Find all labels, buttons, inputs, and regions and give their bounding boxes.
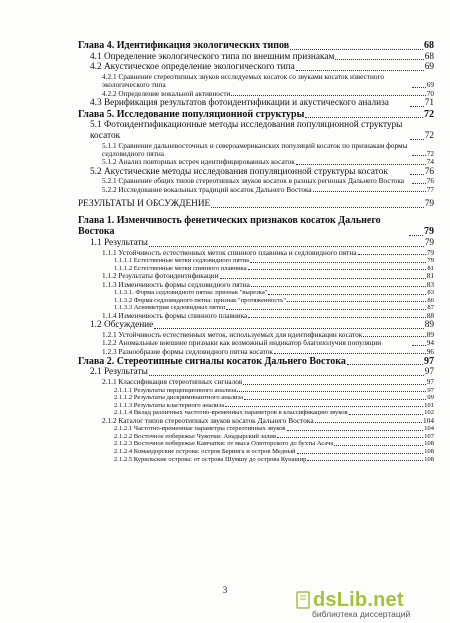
toc-entry-page: 72 — [424, 108, 434, 120]
toc-entry-page: 86 — [427, 296, 434, 304]
toc-entry[interactable] — [78, 257, 434, 265]
toc-entry-title: 1.1.3.2 Форма седловидного пятна: признак "протяженность" — [114, 296, 286, 304]
toc-entry-page: 76 — [424, 166, 434, 177]
toc-entry-title: 4.2 Акустическое определение экологического типа — [90, 62, 295, 73]
toc-dot-leader — [349, 413, 424, 415]
toc-dot-leader — [226, 308, 426, 310]
toc-dot-leader — [334, 444, 423, 446]
toc-entry[interactable] — [78, 304, 434, 312]
toc-entry[interactable] — [78, 348, 434, 356]
toc-entry-page: 108 — [424, 455, 434, 463]
toc-entry-title: Глава 5. Исследование популяционной структуры — [78, 108, 305, 120]
toc-entry-title: 2.1.2 Каталог типов стереотипных звуков косаток Дальнего Востока — [102, 416, 314, 425]
toc-entry[interactable] — [78, 433, 434, 441]
book-icon — [296, 591, 310, 609]
toc-dot-leader — [412, 154, 426, 156]
toc-entry[interactable] — [78, 199, 434, 210]
toc-dot-leader — [307, 459, 423, 461]
toc-dot-leader — [251, 285, 426, 287]
table-of-contents — [78, 40, 434, 463]
toc-entry-page: 68 — [424, 40, 434, 51]
toc-dot-leader — [296, 69, 424, 71]
toc-dot-leader — [220, 277, 426, 279]
toc-entry-title: 2.1.1.1 Результаты перцепционного анализа — [114, 386, 237, 394]
toc-entry-page: 108 — [424, 440, 434, 448]
toc-entry-title: 1.2.2 Аномальные внешние признаки как возможный индикатор благополучия популяции — [102, 339, 382, 348]
toc-entry-page: 79 — [426, 248, 434, 257]
toc-dot-leader — [297, 452, 424, 454]
toc-entry-page: 97 — [424, 355, 434, 367]
toc-entry-page: 89 — [424, 320, 434, 331]
toc-entry-page: 79 — [424, 237, 434, 248]
toc-entry-title: 5.1.2 Анализ повторных встреч идентифицированных косаток — [102, 158, 295, 167]
toc-entry[interactable] — [78, 378, 434, 386]
toc-entry[interactable] — [78, 272, 434, 280]
toc-entry[interactable] — [78, 167, 434, 178]
toc-entry[interactable] — [78, 265, 434, 273]
toc-entry-page: 102 — [424, 409, 434, 417]
toc-entry-page: 71 — [424, 98, 434, 109]
toc-dot-leader — [244, 398, 426, 400]
toc-entry-title: 1.2 Обсуждение — [90, 320, 154, 331]
toc-entry-page: 81 — [426, 272, 434, 281]
toc-entry-title: 2.1.2.5 Курильские острова: от острова Шумшу до острова Кунашир — [114, 455, 307, 463]
toc-dot-leader — [409, 234, 423, 236]
toc-dot-leader — [363, 335, 425, 337]
toc-entry-title: 4.3 Верификация результатов фотоидентификации и акустического анализа — [90, 98, 389, 109]
toc-entry-title: 2.1.2.2 Восточное побережье Чукотки: Анадырский залив — [114, 432, 277, 440]
toc-entry-title: 1.1.2 Результаты фотоидентификации — [102, 272, 219, 281]
toc-entry-page: 68 — [424, 51, 434, 62]
toc-dot-leader — [149, 374, 424, 376]
toc-entry-title: 2.1.1.3 Результаты кластерного анализа — [114, 401, 225, 409]
toc-entry-page: 69 — [426, 80, 434, 90]
toc-entry[interactable] — [78, 73, 434, 90]
toc-dot-leader — [248, 316, 425, 318]
toc-entry-title: 5.1.1 Сравнение дальневосточных и североамериканских популяций косаток по признакам формы седловидного пятна — [102, 141, 408, 158]
toc-dot-leader — [305, 116, 423, 118]
toc-dot-leader — [335, 58, 423, 60]
toc-entry-title: 1.1.3.3 Асимметрия седловидных пятен — [114, 304, 226, 312]
toc-entry-page: 104 — [424, 425, 434, 433]
toc-entry-page: 79 — [427, 257, 434, 265]
toc-entry-page: 88 — [426, 311, 434, 320]
toc-entry-title: 1.1 Результаты — [90, 237, 148, 248]
toc-entry-title: Глава 1. Изменчивость фенетических признаков косаток Дальнего Востока — [78, 214, 381, 238]
toc-dot-leader — [211, 206, 423, 208]
page-number: 3 — [222, 585, 228, 595]
toc-entry-page: 81 — [427, 264, 434, 272]
toc-entry[interactable] — [78, 215, 434, 238]
toc-entry-title: 1.1.3.1. Форма седловидного пятна: признак "вырезка" — [114, 288, 268, 296]
toc-entry[interactable] — [78, 142, 434, 159]
toc-entry[interactable] — [78, 394, 434, 402]
toc-entry[interactable] — [78, 297, 434, 305]
toc-dot-leader — [231, 94, 425, 96]
toc-dot-leader — [154, 327, 423, 329]
toc-entry-title: 2.1.1 Классификация стереотипных сигналов — [102, 378, 243, 387]
toc-entry-page: 72 — [426, 149, 434, 158]
toc-entry[interactable] — [78, 158, 434, 166]
toc-entry-page: 77 — [426, 185, 434, 194]
toc-dot-leader — [347, 363, 423, 365]
toc-entry-page: 83 — [426, 280, 434, 289]
toc-entry-title: 1.2.1 Устойчивость естественных меток, используемых для идентификации косаток — [102, 330, 363, 339]
toc-entry-page: 74 — [426, 158, 434, 167]
watermark-logo: dsLib.net — [313, 589, 404, 611]
toc-entry-page: 79 — [424, 199, 434, 210]
toc-entry-title: 2.1 Результаты — [90, 367, 148, 378]
toc-dot-leader — [412, 182, 426, 184]
toc-entry[interactable] — [78, 186, 434, 194]
toc-entry-title: 4.2.2 Определение вокальной активности — [102, 89, 231, 98]
toc-entry[interactable] — [78, 120, 434, 141]
toc-entry-page: 107 — [424, 432, 434, 440]
toc-entry[interactable] — [78, 98, 434, 109]
toc-entry-page: 79 — [424, 226, 434, 238]
toc-entry[interactable] — [78, 425, 434, 433]
toc-dot-leader — [287, 300, 427, 302]
toc-entry-page: 108 — [424, 447, 434, 455]
toc-entry-title: 5.1 Фотоидентификационные методы исследования популяционной структуры косаток — [90, 120, 403, 141]
toc-entry[interactable] — [78, 238, 434, 249]
toc-entry[interactable] — [78, 367, 434, 378]
toc-dot-leader — [315, 421, 422, 423]
toc-dot-leader — [410, 173, 424, 175]
watermark-subtitle: библиотека диссертаций — [312, 609, 411, 619]
toc-entry-title: 2.1.1.2 Результаты дискриминантного анализа — [114, 394, 244, 402]
toc-entry-page: 69 — [424, 62, 434, 73]
toc-dot-leader — [358, 253, 426, 255]
toc-entry-page: 97 — [427, 386, 434, 394]
toc-dot-leader — [290, 48, 423, 50]
toc-entry-page: 94 — [426, 339, 434, 348]
toc-entry[interactable] — [78, 409, 434, 417]
toc-entry-title: 2.1.2.1 Частотно-временные параметры стереотипных звуков — [114, 425, 286, 433]
toc-entry[interactable] — [78, 52, 434, 63]
toc-entry-title: 2.1.1.4 Вклад различных частотно-временных параметров в классификацию звуков — [114, 409, 348, 417]
toc-entry-title: 5.2.1 Сравнение общих типов стереотипных звуков косаток в разных регионах Дальнего Востока — [102, 177, 405, 186]
toc-dot-leader — [248, 268, 427, 270]
toc-entry[interactable] — [78, 289, 434, 297]
toc-entry[interactable] — [78, 339, 434, 347]
toc-entry[interactable] — [78, 356, 434, 368]
toc-entry-page: 101 — [424, 401, 434, 409]
toc-entry[interactable] — [78, 281, 434, 289]
toc-entry-title: 1.1.1.2 Естественные метки спинного плавника — [114, 264, 247, 272]
toc-entry-title: 1.1.3 Изменчивость формы седловидного пятна — [102, 280, 250, 289]
toc-entry-page: 97 — [424, 367, 434, 378]
toc-dot-leader — [243, 383, 425, 385]
toc-entry-title: 4.2.1 Сравнение стереотипных звуков исследуемых косаток со звуками косаток известного экологического типа — [102, 72, 384, 90]
toc-entry[interactable] — [78, 387, 434, 395]
toc-dot-leader — [313, 190, 426, 192]
toc-dot-leader — [225, 405, 423, 407]
toc-dot-leader — [277, 436, 423, 438]
toc-entry-title: 1.1.4 Изменчивость формы спинного плавника — [102, 311, 248, 320]
toc-entry-page: 87 — [427, 304, 434, 312]
toc-entry[interactable] — [78, 402, 434, 410]
watermark — [296, 589, 446, 619]
toc-entry-title: 2.1.2.3 Восточное побережье Камчатки: от мыса Олюторского до бухты Асача — [114, 440, 334, 448]
toc-entry-page: 72 — [424, 130, 434, 141]
toc-dot-leader — [250, 261, 426, 263]
toc-entry-page: 89 — [426, 330, 434, 339]
toc-entry-title: 5.2 Акустические методы исследования популяционной структуры косаток — [90, 166, 388, 177]
toc-entry-page: 99 — [427, 394, 434, 402]
toc-entry[interactable] — [78, 417, 434, 425]
toc-dot-leader — [237, 390, 426, 392]
toc-entry-title: 2.1.2.4 Командорские острова: остров Беринга и остров Медный — [114, 447, 296, 455]
toc-entry[interactable] — [78, 440, 434, 448]
toc-entry-title: 5.2.2 Исследование вокальных традиций косаток Дальнего Востока — [102, 185, 312, 194]
toc-entry[interactable] — [78, 62, 434, 73]
toc-entry[interactable] — [78, 40, 434, 52]
toc-entry-title: 1.1.1 Устойчивость естественных меток спинного плавника и седловидного пятна — [102, 248, 357, 257]
toc-entry-page: 97 — [426, 378, 434, 387]
toc-dot-leader — [412, 344, 426, 346]
toc-entry[interactable] — [78, 177, 434, 185]
toc-entry-page: 76 — [426, 177, 434, 186]
toc-dot-leader — [410, 138, 424, 140]
toc-entry[interactable] — [78, 109, 434, 121]
toc-entry-page: 70 — [426, 89, 434, 98]
toc-entry-title: Глава 2. Стереотипные сигналы косаток Дальнего Востока — [78, 355, 346, 367]
toc-dot-leader — [296, 163, 426, 165]
toc-entry-page: 83 — [427, 288, 434, 296]
toc-entry[interactable] — [78, 456, 434, 464]
toc-entry[interactable] — [78, 90, 434, 98]
toc-entry-title: 1.2.3 Разнообразие формы седловидного пятна косаток — [102, 347, 273, 356]
toc-entry-title: 4.1 Определение экологического типа по внешним признакам — [90, 51, 335, 62]
toc-dot-leader — [412, 86, 426, 88]
toc-dot-leader — [410, 105, 424, 107]
toc-entry[interactable] — [78, 448, 434, 456]
toc-dot-leader — [287, 429, 424, 431]
toc-entry-title: РЕЗУЛЬТАТЫ И ОБСУЖДЕНИЕ — [78, 199, 211, 210]
toc-dot-leader — [268, 293, 426, 295]
toc-entry[interactable] — [78, 249, 434, 257]
toc-entry-title: 1.1.1.1 Естественные метки седловидного пятна — [114, 257, 249, 265]
toc-entry-page: 96 — [426, 347, 434, 356]
toc-dot-leader — [274, 352, 426, 354]
toc-dot-leader — [149, 245, 424, 247]
toc-entry-title: Глава 4. Идентификация экологических типов — [78, 40, 290, 51]
toc-entry-page: 104 — [423, 416, 434, 425]
toc-entry[interactable] — [78, 320, 434, 331]
toc-entry[interactable] — [78, 312, 434, 320]
toc-entry[interactable] — [78, 331, 434, 339]
